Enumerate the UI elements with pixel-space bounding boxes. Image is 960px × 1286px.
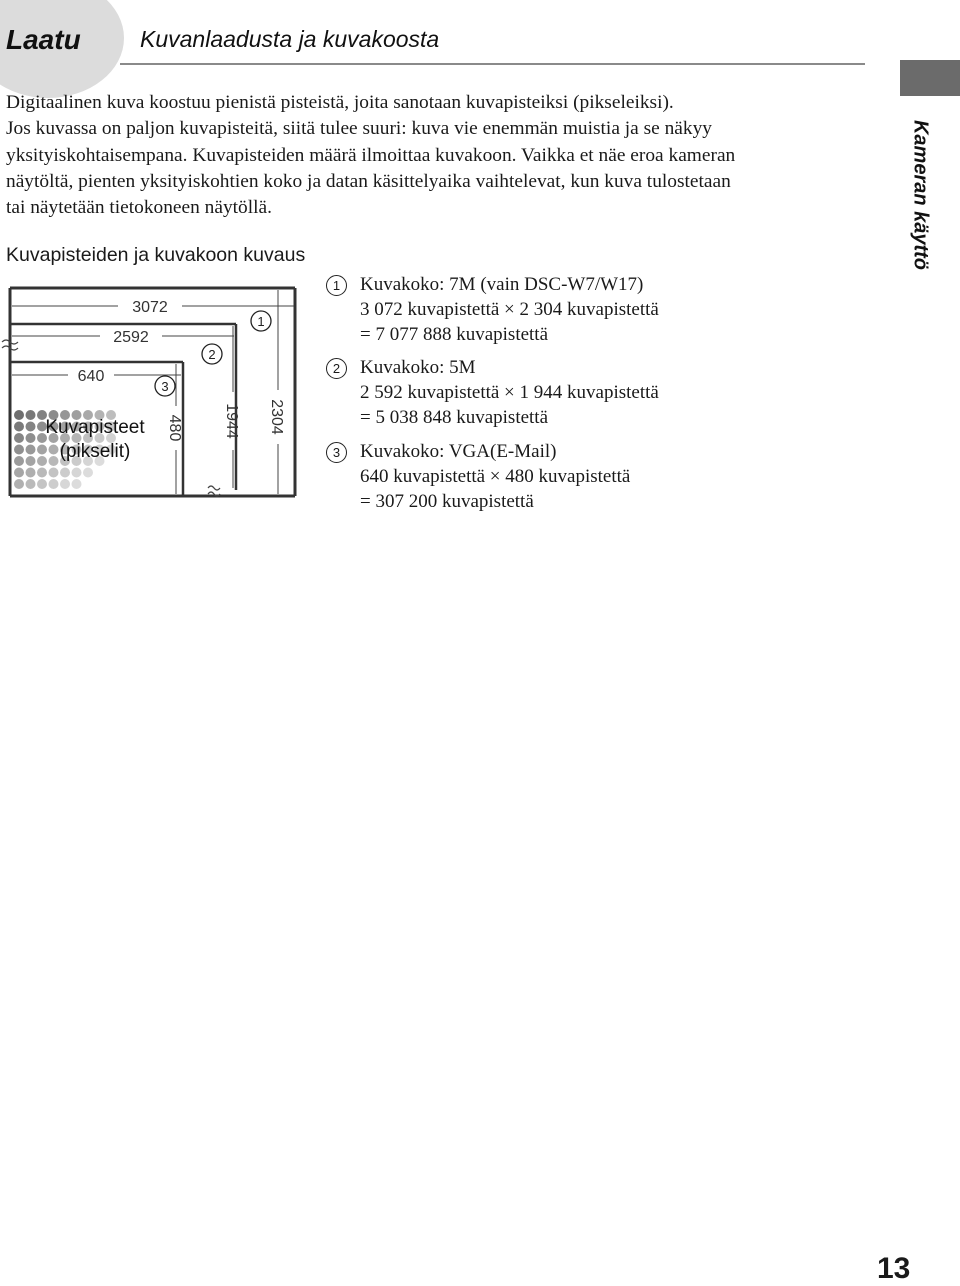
header-divider	[120, 63, 865, 65]
pixels-label-line1: Kuvapisteet	[45, 417, 145, 438]
marker-1-label: 1	[257, 314, 265, 329]
marker-1	[251, 311, 271, 331]
pixel-size-diagram	[0, 282, 310, 512]
pixel-dot	[26, 456, 36, 466]
width-label-medium: 2592	[113, 329, 149, 346]
diagram-title: Kuvapisteiden ja kuvakoon kuvaus	[6, 244, 306, 266]
legend-size-line: Kuvakoko: 5M	[360, 357, 476, 378]
legend-size-line: Kuvakoko: VGA(E-Mail)	[360, 441, 557, 462]
marker-2	[202, 344, 222, 364]
marker-3-label: 3	[161, 379, 169, 394]
pixel-dot	[37, 479, 47, 489]
width-label-small: 640	[77, 368, 105, 385]
legend-dimensions-line: 3 072 kuvapistettä × 2 304 kuvapistettä	[360, 299, 659, 320]
intro-line: Digitaalinen kuva koostuu pienistä pisteistä, joita sanotaan kuvapisteiksi (pikseleiksi).	[6, 92, 674, 113]
legend-dimensions-line: 2 592 kuvapistettä × 1 944 kuvapistettä	[360, 382, 659, 403]
intro-line: Jos kuvassa on paljon kuvapisteitä, siitä tulee suuri: kuva vie enemmän muistia ja se näkyy	[6, 118, 712, 140]
page-number: 13	[877, 1252, 911, 1285]
height-label-large: 2304	[268, 399, 285, 435]
height-label-small: 480	[166, 414, 183, 442]
height-label-medium: 1944	[223, 403, 240, 439]
pixel-dot	[49, 468, 59, 478]
legend-number-badge: 1	[326, 275, 347, 296]
section-label: Laatu	[6, 24, 81, 55]
pixels-label-line2: (pikselit)	[59, 441, 131, 462]
pixel-dot	[14, 410, 24, 420]
legend-total-line: = 7 077 888 kuvapistettä	[360, 324, 549, 345]
legend-total-line: = 5 038 848 kuvapistettä	[360, 407, 549, 428]
pixel-dot	[14, 433, 24, 443]
pixel-dot	[26, 422, 36, 432]
legend-number-badge: 2	[326, 358, 347, 379]
pixel-dot	[26, 433, 36, 443]
pixel-dot	[72, 468, 82, 478]
legend-dimensions-line: 640 kuvapistettä × 480 kuvapistettä	[360, 466, 631, 487]
pixel-dot	[49, 445, 59, 455]
width-label-large: 3072	[132, 299, 168, 316]
legend-size-line: Kuvakoko: 7M (vain DSC-W7/W17)	[360, 274, 644, 295]
pixel-dot	[26, 445, 36, 455]
pixel-dot	[26, 468, 36, 478]
pixel-dot	[14, 468, 24, 478]
intro-paragraph	[6, 90, 866, 221]
side-tab-marker	[900, 60, 960, 96]
pixel-dot	[60, 479, 70, 489]
intro-line: näytöltä, pienten yksityiskohtien koko ja datan käsittelyaika vaihtelevat, kun kuva tulostetaan	[6, 170, 731, 192]
pixel-dot	[49, 456, 59, 466]
legend-text	[360, 272, 659, 347]
pixel-dot	[14, 479, 24, 489]
pixel-dot	[14, 456, 24, 466]
pixel-dot	[37, 456, 47, 466]
pixel-dot	[37, 445, 47, 455]
intro-line: yksityiskohtaisempana. Kuvapisteiden määrä ilmoittaa kuvakoon. Vaikka et näe eroa kameran	[6, 144, 736, 166]
pixel-dot	[72, 479, 82, 489]
pixel-dot	[83, 468, 93, 478]
marker-3	[155, 376, 175, 396]
page-title: Kuvanlaadusta ja kuvakoosta	[140, 26, 440, 52]
pixel-dot	[26, 410, 36, 420]
legend-text	[360, 439, 630, 514]
marker-2-label: 2	[208, 347, 216, 362]
pixel-dot	[26, 479, 36, 489]
legend-number-badge: 3	[326, 442, 347, 463]
pixel-dot	[14, 422, 24, 432]
legend-text	[360, 355, 659, 430]
pixel-dot	[49, 479, 59, 489]
intro-line: tai näytetään tietokoneen näytöllä.	[6, 197, 272, 219]
legend-total-line: = 307 200 kuvapistettä	[360, 491, 534, 512]
side-tab	[890, 110, 950, 285]
pixel-dot	[14, 445, 24, 455]
pixel-dot	[37, 468, 47, 478]
side-tab-label: Kameran käyttö	[909, 119, 932, 271]
pixel-dot	[60, 468, 70, 478]
